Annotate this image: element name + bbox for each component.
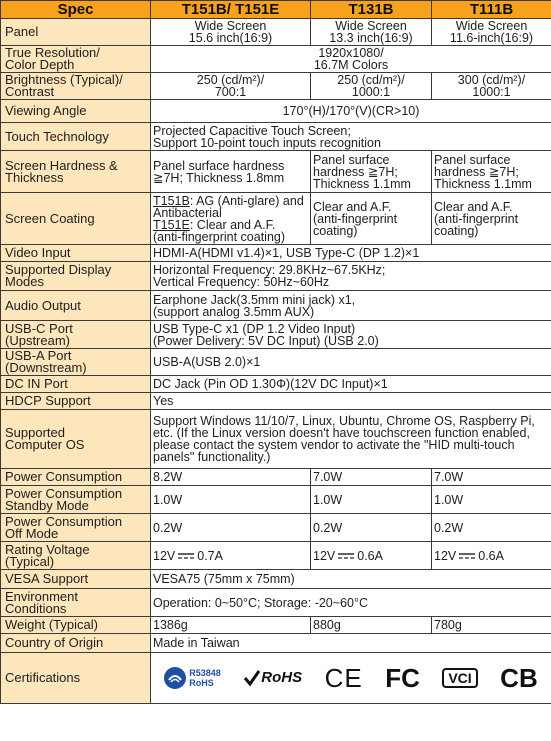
standby-t151: 1.0W — [151, 486, 311, 514]
environment-value: Operation: 0~50°C; Storage: -20~60°C — [151, 589, 551, 617]
row-label: Power Consumption — [1, 469, 151, 486]
rohs-badge-text — [189, 668, 221, 688]
row-label: Viewing Angle — [1, 100, 151, 123]
row-viewing — [1, 100, 551, 123]
panel-t151: Wide Screen 15.6 inch(16:9) — [151, 19, 311, 46]
standby-t111: 1.0W — [432, 486, 551, 514]
header-spec: Spec — [1, 1, 151, 19]
row-coating — [1, 193, 551, 245]
usba-value: USB-A(USB 2.0)×1 — [151, 349, 551, 376]
voltage-value: 12V — [153, 548, 176, 563]
row-os — [1, 410, 551, 469]
fc-logo — [385, 663, 420, 693]
brightness-t131: 250 (cd/m²)/ 1000:1 — [311, 73, 432, 100]
header-row — [1, 1, 551, 19]
rohs-code: R53848 — [189, 668, 221, 678]
current-value: 0.6A — [357, 548, 383, 563]
row-label: Audio Output — [1, 291, 151, 321]
header-t131: T131B — [311, 1, 432, 19]
resolution-value: 1920x1080/ 16.7M Colors — [151, 46, 551, 73]
cb-logo — [500, 663, 538, 693]
row-standby — [1, 486, 551, 514]
weight-t131: 880g — [311, 617, 432, 634]
cb-text: CB — [500, 663, 538, 693]
current-value: 0.7A — [197, 548, 223, 563]
weight-t111: 780g — [432, 617, 551, 634]
dc-symbol-icon — [459, 552, 475, 560]
row-label: HDCP Support — [1, 393, 151, 410]
display-modes-value: Horizontal Frequency: 29.8KHz~67.5KHz; Vertical Frequency: 50Hz~60Hz — [151, 262, 551, 291]
off-t151: 0.2W — [151, 514, 311, 542]
off-t131: 0.2W — [311, 514, 432, 542]
voltage-t131 — [311, 542, 432, 570]
vrohs-logo — [243, 669, 302, 687]
origin-value: Made in Taiwan — [151, 634, 551, 653]
hdcp-value: Yes — [151, 393, 551, 410]
certifications-value — [151, 653, 551, 704]
coating-t151 — [151, 193, 311, 245]
hardness-t131: Panel surface hardness ≧7H; Thickness 1.1mm — [311, 151, 432, 193]
row-label: True Resolution/ Color Depth — [1, 46, 151, 73]
row-voltage — [1, 542, 551, 570]
power-t131: 7.0W — [311, 469, 432, 486]
row-label: Screen Coating — [1, 193, 151, 245]
row-origin — [1, 634, 551, 653]
row-label: Environment Conditions — [1, 589, 151, 617]
row-label: Panel — [1, 19, 151, 46]
voltage-value: 12V — [434, 548, 457, 563]
vrohs-text: RoHS — [261, 669, 303, 686]
row-video — [1, 245, 551, 262]
cert-logos — [153, 655, 549, 701]
row-display-modes — [1, 262, 551, 291]
voltage-value: 12V — [313, 548, 336, 563]
row-label: USB-A Port (Downstream) — [1, 349, 151, 376]
row-label: Weight (Typical) — [1, 617, 151, 634]
ce-text: CE — [324, 663, 363, 693]
row-audio — [1, 291, 551, 321]
brightness-t151: 250 (cd/m²)/ 700:1 — [151, 73, 311, 100]
panel-t131: Wide Screen 13.3 inch(16:9) — [311, 19, 432, 46]
row-panel — [1, 19, 551, 46]
usbc-value: USB Type-C x1 (DP 1.2 Video Input) (Power Delivery: 5V DC Input) (USB 2.0) — [151, 321, 551, 349]
row-environment — [1, 589, 551, 617]
row-label: Touch Technology — [1, 123, 151, 151]
coating-model-a: T151B — [153, 193, 190, 208]
row-certifications — [1, 653, 551, 704]
voltage-t111 — [432, 542, 551, 570]
row-label: Country of Origin — [1, 634, 151, 653]
row-label: Certifications — [1, 653, 151, 704]
row-brightness — [1, 73, 551, 100]
coating-text-b: : Clear and A.F. (anti-fingerprint coating) — [153, 217, 286, 244]
brightness-t111: 300 (cd/m²)/ 1000:1 — [432, 73, 551, 100]
row-dcin — [1, 376, 551, 393]
row-power — [1, 469, 551, 486]
rohs-badge-logo — [164, 667, 221, 689]
coating-t111: Clear and A.F. (anti-fingerprint coating) — [432, 193, 551, 245]
fc-text: FC — [385, 663, 420, 693]
row-hdcp — [1, 393, 551, 410]
weight-t151: 1386g — [151, 617, 311, 634]
power-t151: 8.2W — [151, 469, 311, 486]
voltage-t151 — [151, 542, 311, 570]
row-label: Screen Hardness & Thickness — [1, 151, 151, 193]
row-label: DC IN Port — [1, 376, 151, 393]
hardness-t111: Panel surface hardness ≧7H; Thickness 1.1mm — [432, 151, 551, 193]
row-label: Power Consumption Off Mode — [1, 514, 151, 542]
dcin-value: DC Jack (Pin OD 1.30Φ)(12V DC Input)×1 — [151, 376, 551, 393]
coating-t131: Clear and A.F. (anti-fingerprint coating) — [311, 193, 432, 245]
header-t111: T111B — [432, 1, 551, 19]
row-label: Rating Voltage (Typical) — [1, 542, 151, 570]
coating-model-b: T151E — [153, 217, 190, 232]
row-resolution — [1, 46, 551, 73]
row-label: Video Input — [1, 245, 151, 262]
off-t111: 0.2W — [432, 514, 551, 542]
row-usba — [1, 349, 551, 376]
power-t111: 7.0W — [432, 469, 551, 486]
dc-symbol-icon — [178, 552, 194, 560]
row-label: Supported Computer OS — [1, 410, 151, 469]
row-vesa — [1, 570, 551, 589]
os-value: Support Windows 11/10/7, Linux, Ubuntu, Chrome OS, Raspberry Pi, etc. (If the Linux version doesn't have touchscreen function enabled, please contact the system vendor to activate the "HID multi-touch panels" functionality.) — [151, 410, 551, 469]
coating-text-a: : AG (Anti-glare) and Antibacterial — [153, 193, 304, 220]
standby-t131: 1.0W — [311, 486, 432, 514]
video-value: HDMI-A(HDMI v1.4)×1, USB Type-C (DP 1.2)×1 — [151, 245, 551, 262]
header-t151: T151B/ T151E — [151, 1, 311, 19]
row-weight — [1, 617, 551, 634]
row-hardness — [1, 151, 551, 193]
vesa-value: VESA75 (75mm x 75mm) — [151, 570, 551, 589]
row-label: Brightness (Typical)/ Contrast — [1, 73, 151, 100]
dc-symbol-icon — [338, 552, 354, 560]
hardness-t151: Panel surface hardness ≧7H; Thickness 1.8mm — [151, 151, 311, 193]
current-value: 0.6A — [478, 548, 504, 563]
row-label: Supported Display Modes — [1, 262, 151, 291]
row-usbc — [1, 321, 551, 349]
row-touch — [1, 123, 551, 151]
touch-value: Projected Capacitive Touch Screen; Support 10-point touch inputs recognition — [151, 123, 551, 151]
row-label: Power Consumption Standby Mode — [1, 486, 151, 514]
panel-t111: Wide Screen 11.6-inch(16:9) — [432, 19, 551, 46]
vcci-text: VCI — [442, 668, 477, 688]
vcci-logo — [442, 668, 477, 688]
check-icon — [243, 669, 261, 687]
row-off — [1, 514, 551, 542]
ce-logo — [324, 663, 363, 693]
rohs-word: RoHS — [189, 678, 214, 688]
audio-value: Earphone Jack(3.5mm mini jack) x1, (support analog 3.5mm AUX) — [151, 291, 551, 321]
bsmi-icon — [164, 667, 186, 689]
row-label: VESA Support — [1, 570, 151, 589]
viewing-value: 170°(H)/170°(V)(CR>10) — [151, 100, 551, 123]
row-label: USB-C Port (Upstream) — [1, 321, 151, 349]
